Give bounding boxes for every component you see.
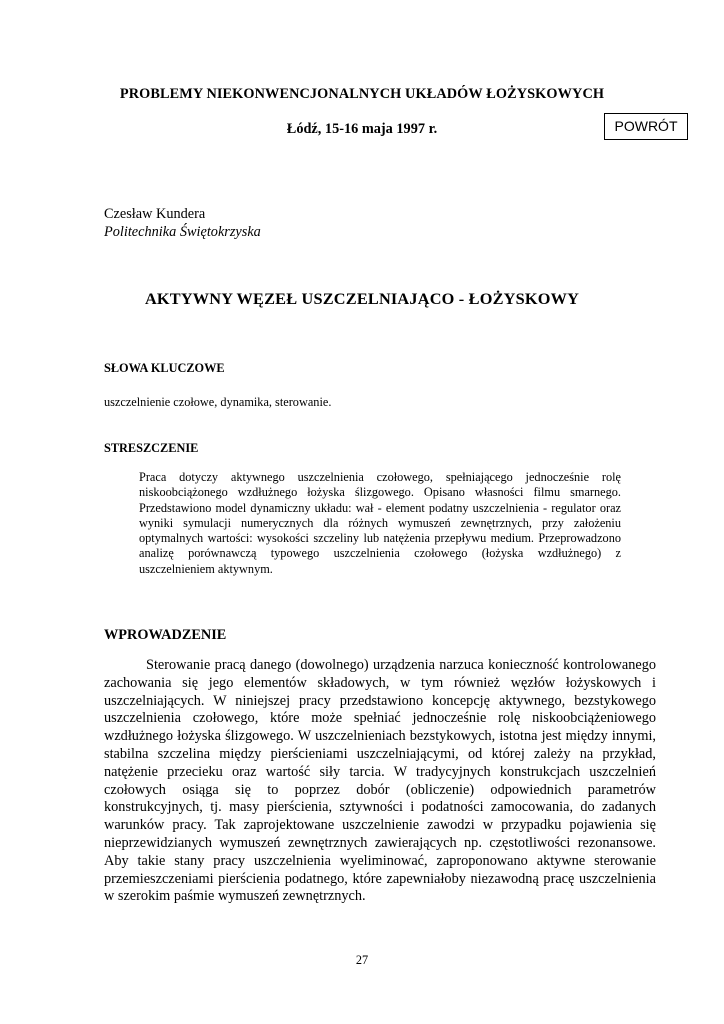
abstract-text: Praca dotyczy aktywnego uszczelnienia czołowego, spełniającego jednocześnie rolę niskoobciążonego wzdłużnego łożyska ślizgowego. Opisano własności filmu smarnego. Przedstawiono model dynamiczny układu: wał - element podatny uszczelnienia - regulator oraz wyniki symulacji numerycznych dla różnych wymuszeń zewnętrznych, przy założeniu optymalnych wartości: wysokości szczeliny lub natężenia przepływu medium. Przeprowadzono analizę porównawczą typowego uszczelnienia czołowego (łożyska wzdłużnego) z uszczelnieniem aktywnym. bbox=[139, 470, 621, 576]
author-affiliation: Politechnika Świętokrzyska bbox=[104, 224, 261, 240]
keywords-text: uszczelnienie czołowe, dynamika, sterowanie. bbox=[104, 395, 332, 409]
conference-date: Łódź, 15-16 maja 1997 r. bbox=[286, 121, 438, 137]
back-button[interactable]: POWRÓT bbox=[604, 113, 688, 140]
abstract-heading: STRESZCZENIE bbox=[104, 441, 199, 455]
introduction-heading: WPROWADZENIE bbox=[104, 627, 227, 643]
paper-title: AKTYWNY WĘZEŁ USZCZELNIAJĄCO - ŁOŻYSKOWY bbox=[144, 289, 580, 308]
author-name: Czesław Kundera bbox=[104, 206, 206, 222]
conference-title: PROBLEMY NIEKONWENCJONALNYCH UKŁADÓW ŁOŻYSKOWYCH bbox=[119, 86, 605, 102]
introduction-text: Sterowanie pracą danego (dowolnego) urządzenia narzuca konieczność kontrolowanego zachowania się jego elementów składowych, w tym również węzłów łożyskowych i uszczelniających. W niniejszej pracy przedstawiono koncepcję aktywnego, bezstykowego uszczelnienia czołowego, które może spełniać jednocześnie rolę niskoobciążeniowego wzdłużnego łożyska ślizgowego. W uszczelnieniach bezstykowych, istotna jest między innymi, stabilna szczelina między pierścieniami uszczelniającymi, od której zależy na przykład, natężenie przecieku oraz wartość siły tarcia. W tradycyjnych konstrukcjach uszczelnień czołowych osiąga się to poprzez dobór (obliczenie) odpowiednich parametrów konstrukcyjnych, tj. masy pierścienia, sztywności i podatności zamocowania, do zadanych warunków pracy. Tak zaprojektowane uszczelnienie zawodzi w przypadku pojawienia się nieprzewidzianych wymuszeń zewnętrznych zawierających np. częstotliwości rezonansowe. Aby takie stany pracy uszczelnienia wyeliminować, zaproponowano aktywne sterowanie przemieszczeniami pierścienia podatnego, które zapewniałoby niezawodną pracę uszczelnienia w szerokim paśmie wymuszeń zewnętrznych. bbox=[104, 657, 656, 905]
keywords-heading: SŁOWA KLUCZOWE bbox=[104, 361, 225, 375]
page-number: 27 bbox=[355, 953, 369, 967]
